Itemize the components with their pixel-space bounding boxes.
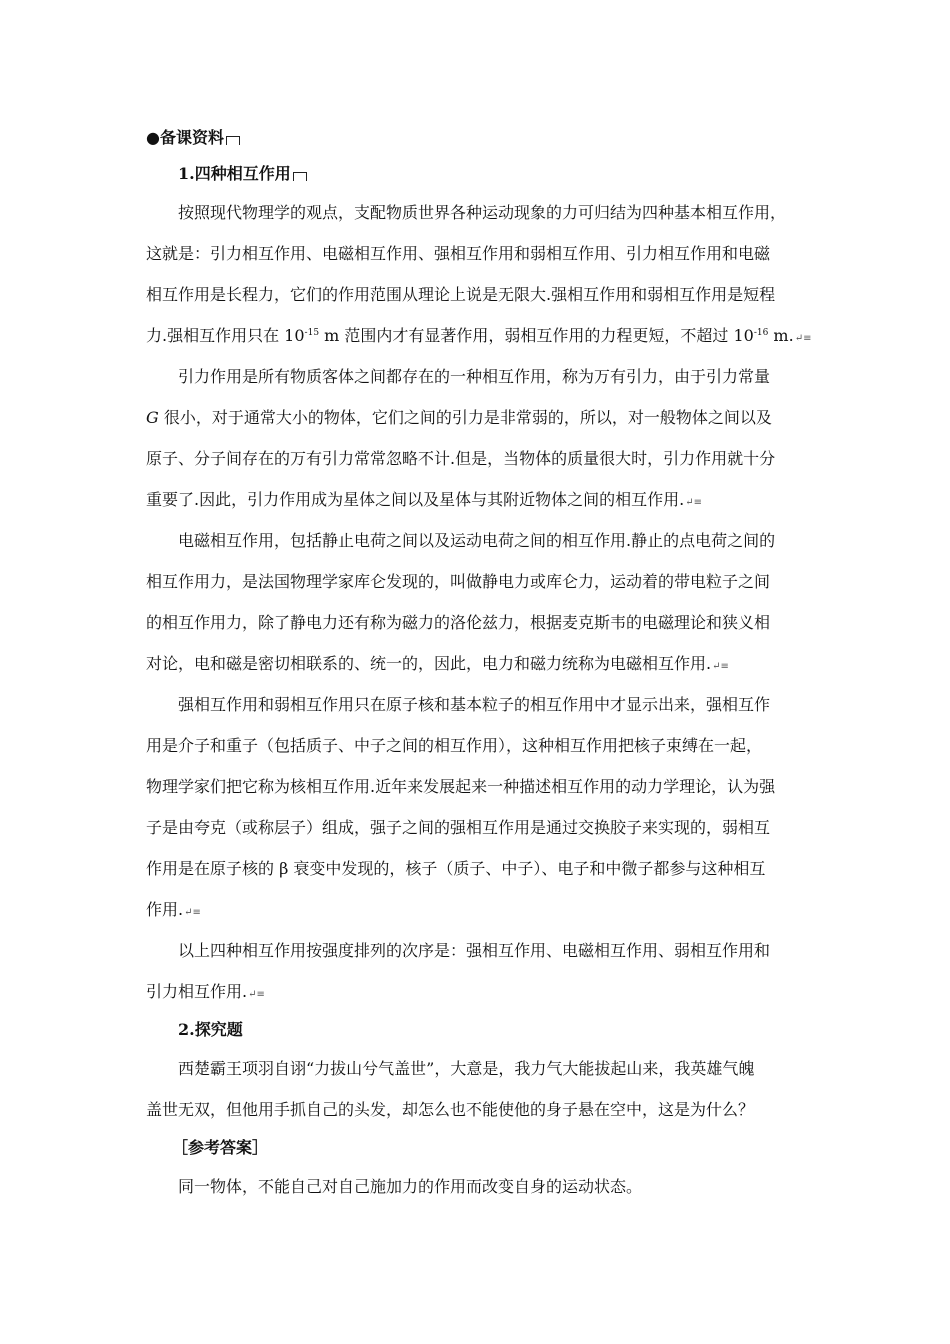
text-line: 相互作用力，是法国物理学家库仑发现的，叫做静电力或库仑力，运动着的带电粒子之间 [146, 572, 771, 591]
text-line: 电磁相互作用，包括静止电荷之间以及运动电荷之间的相互作用.静止的点电荷之间的 [178, 531, 776, 550]
paragraph-3 [146, 520, 808, 684]
answer-text: 同一物体，不能自己对自己施加力的作用而改变自身的运动状态。 [178, 1177, 643, 1196]
paragraph-4 [146, 684, 808, 930]
paragraph-5 [146, 930, 808, 1012]
text-line: 用是介子和重子（包括质子、中子之间的相互作用），这种相互作用把核子束缚在一起， [146, 736, 763, 755]
paragraph-mark-icon: ↵≡ [248, 989, 265, 1000]
text-line: 的相互作用力，除了静电力还有称为磁力的洛伦兹力，根据麦克斯韦的电磁理论和狭义相 [146, 613, 771, 632]
text-line: 西楚霸王项羽自诩“力拔山兮气盖世”，大意是，我力气大能拔起山来，我英雄气魄 [178, 1059, 755, 1078]
text-line: 强相互作用和弱相互作用只在原子核和基本粒子的相互作用中才显示出来，强相互作 [178, 695, 771, 714]
text-line: 相互作用是长程力，它们的作用范围从理论上说是无限大.强相互作用和弱相互作用是短程 [146, 285, 776, 304]
text-line: 引力相互作用.↵≡ [146, 982, 265, 1001]
section2-title: 2.探究题 [178, 1020, 243, 1039]
paragraph-2 [146, 356, 808, 520]
text-line: 作用.↵≡ [146, 900, 201, 919]
line-break-icon [226, 136, 240, 145]
paragraph-mark-icon: ↵≡ [184, 907, 201, 918]
text-line: 子是由夸克（或称层子）组成，强子之间的强相互作用是通过交换胶子来实现的，弱相互 [146, 818, 771, 837]
bullet: ● [146, 128, 160, 147]
text-line: 引力作用是所有物质客体之间都存在的一种相互作用，称为万有引力，由于引力常量 [178, 367, 771, 386]
question [146, 1048, 808, 1130]
line-break-icon [293, 172, 307, 181]
text-line: 以上四种相互作用按强度排列的次序是：强相互作用、电磁相互作用、弱相互作用和 [178, 941, 771, 960]
paragraph-mark-icon: ↵≡ [712, 661, 729, 672]
document-page [146, 120, 812, 1207]
heading-title: 备课资料 [159, 128, 224, 147]
paragraph-mark-icon: ↵≡ [685, 497, 702, 508]
text-line: 重要了.因此，引力作用成为星体之间以及星体与其附近物体之间的相互作用.↵≡ [146, 490, 702, 509]
paragraph-mark-icon: ↵≡ [794, 333, 812, 344]
text-line: G 很小，对于通常大小的物体，它们之间的引力是非常弱的，所以，对一般物体之间以及 [146, 408, 772, 427]
section1-title: 1.四种相互作用 [146, 156, 808, 192]
text-line: 原子、分子间存在的万有引力常常忽略不计.但是，当物体的质量很大时，引力作用就十分 [146, 449, 776, 468]
text-line: 这就是：引力相互作用、电磁相互作用、强相互作用和弱相互作用、引力相互作用和电磁 [146, 244, 771, 263]
text-line: 力.强相互作用只在 $10^{-15}$ m 范围内才有显著作用，弱相互作用的力程更短，不超过 $10^{-16}$ m.↵≡ [146, 326, 812, 345]
text-line: 按照现代物理学的观点，支配物质世界各种运动现象的力可归结为四种基本相互作用， [178, 203, 787, 222]
answer-label: ［参考答案］ [172, 1138, 269, 1157]
text-line: 作用是在原子核的 β 衰变中发现的，核子（质子、中子）、电子和中微子都参与这种相互 [146, 859, 766, 878]
paragraph-1 [146, 192, 812, 356]
section-heading [146, 120, 808, 156]
text-line: 盖世无双，但他用手抓自己的头发，却怎么也不能使他的身子悬在空中，这是为什么？ [146, 1100, 755, 1119]
text-line: 物理学家们把它称为核相互作用.近年来发展起来一种描述相互作用的动力学理论，认为强 [146, 777, 776, 796]
text-line: 对论，电和磁是密切相联系的、统一的，因此，电力和磁力统称为电磁相互作用.↵≡ [146, 654, 729, 673]
